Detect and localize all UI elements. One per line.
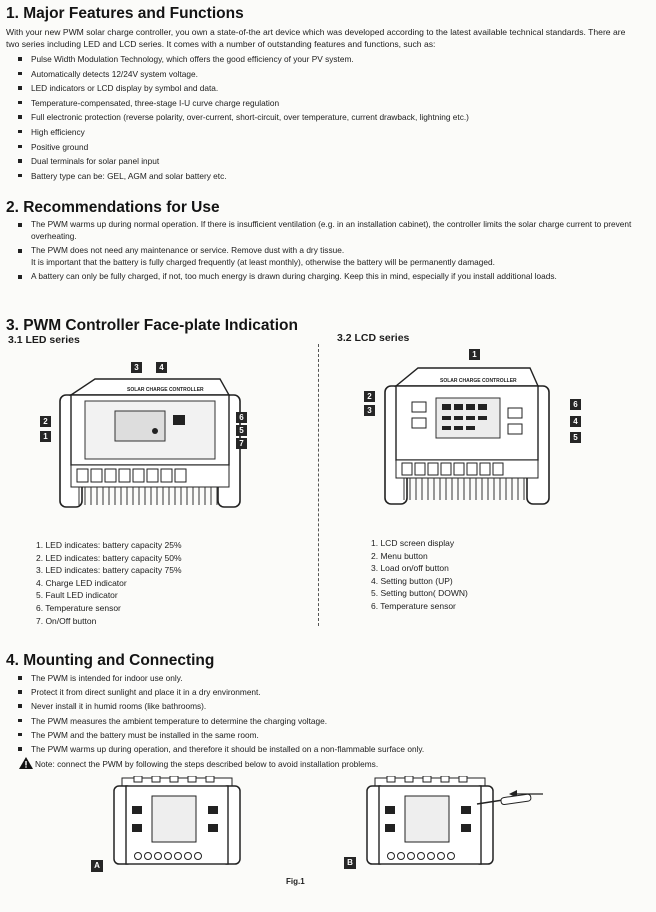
- column-divider: [318, 344, 319, 626]
- callout-4: 4: [156, 362, 167, 373]
- feature-item: Automatically detects 12/24V system voltage.: [18, 67, 469, 82]
- led-controller-illustration: [55, 375, 245, 515]
- feature-item: Dual terminals for solar panel input: [18, 154, 469, 169]
- mounting-item: Protect it from direct sunlight and place it in a dry environment.: [18, 685, 424, 699]
- section-2-title: 2. Recommendations for Use: [6, 199, 220, 216]
- callout-6: 6: [236, 412, 247, 423]
- legend-item: 3. Load on/off button: [371, 563, 449, 574]
- device-label: SOLAR CHARGE CONTROLLER: [440, 378, 517, 384]
- legend-item: 6. Temperature sensor: [371, 600, 456, 611]
- feature-item: Positive ground: [18, 140, 469, 155]
- legend-item: 2. Menu button: [371, 550, 428, 561]
- legend-item: 2. LED indicates: battery capacity 50%: [36, 552, 182, 563]
- callout-3: 3: [131, 362, 142, 373]
- device-label: SOLAR CHARGE CONTROLLER: [127, 387, 204, 393]
- mounting-item: The PWM and the battery must be installed in the same room.: [18, 728, 424, 742]
- callout-5: 5: [236, 425, 247, 436]
- figure-a-label: A: [91, 860, 103, 872]
- section-1-title: 1. Major Features and Functions: [6, 5, 244, 22]
- mounting-item: The PWM measures the ambient temperature to determine the charging voltage.: [18, 714, 424, 728]
- figure-b-illustration: [365, 776, 545, 872]
- lcd-series-legend: [371, 537, 468, 613]
- feature-item: High efficiency: [18, 125, 469, 140]
- callout-6: 6: [570, 399, 581, 410]
- section-3-title: 3. PWM Controller Face-plate Indication: [6, 317, 298, 334]
- list-item: The PWM warms up during normal operation. If there is insufficient ventilation (e.g. in an installation cabinet), the controller limits the solar charge current to prevent overheating.: [18, 218, 636, 242]
- callout-7: 7: [236, 438, 247, 449]
- legend-item: 1. LCD screen display: [371, 538, 455, 548]
- feature-item: Full electronic protection (reverse polarity, over-current, short-circuit, over temperature, current drawback, lightning etc.): [18, 110, 469, 125]
- section-1-intro: With your new PWM solar charge controller, you own a state-of-the art device which was developed according to the latest available technical standards. There are two series including LED and LCD series. It comes with a number of outstanding features and functions, such as:: [6, 27, 626, 49]
- list-item: A battery can only be fully charged, if not, too much energy is drawn during charging. Keep this in mind, especially if you install additional loads.: [18, 270, 636, 282]
- mounting-item: The PWM warms up during operation, and therefore it should be installed on a non-flammable surface only.: [18, 742, 424, 756]
- callout-3: 3: [364, 405, 375, 416]
- legend-item: 5. Setting button( DOWN): [371, 588, 468, 599]
- legend-item: 6. Temperature sensor: [36, 602, 121, 613]
- mounting-list: [18, 671, 424, 756]
- legend-item: 7. On/Off button: [36, 615, 97, 626]
- figure-caption: Fig.1: [286, 877, 305, 886]
- feature-item: Pulse Width Modulation Technology, which offers the good efficiency of your PV system.: [18, 52, 469, 67]
- feature-item: LED indicators or LCD display by symbol and data.: [18, 81, 469, 96]
- figure-a-illustration: [112, 776, 242, 872]
- led-series-legend: [36, 539, 182, 627]
- warning-icon: [19, 757, 33, 769]
- mounting-item: Never install it in humid rooms (like bathrooms).: [18, 699, 424, 713]
- callout-2: 2: [364, 391, 375, 402]
- lcd-series-title: 3.2 LCD series: [337, 332, 410, 344]
- feature-item: Temperature-compensated, three-stage I-U curve charge regulation: [18, 96, 469, 111]
- list-item-text: The PWM does not need any maintenance or service. Remove dust with a dry tissue.: [31, 245, 345, 255]
- legend-item: 4. Charge LED indicator: [36, 577, 127, 588]
- callout-1: 1: [40, 431, 51, 442]
- callout-2: 2: [40, 416, 51, 427]
- legend-item: 5. Fault LED indicator: [36, 590, 118, 601]
- figure-b-label: B: [344, 857, 356, 869]
- lcd-controller-illustration: [382, 362, 552, 510]
- battery-note: It is important that the battery is fully charged frequently (at least monthly), otherwise the battery will be permanently damaged.: [31, 257, 495, 267]
- legend-item: 1. LED indicates: battery capacity 25%: [36, 540, 182, 550]
- mounting-item: The PWM is intended for indoor use only.: [18, 671, 424, 685]
- callout-5: 5: [570, 432, 581, 443]
- callout-1: 1: [469, 349, 480, 360]
- feature-item: Battery type can be: GEL, AGM and solar battery etc.: [18, 169, 469, 184]
- mounting-note: Note: connect the PWM by following the steps described below to avoid installation problems.: [35, 759, 379, 769]
- legend-item: 3. LED indicates: battery capacity 75%: [36, 565, 182, 576]
- led-series-title: 3.1 LED series: [8, 334, 80, 346]
- recommendations-list: [18, 218, 636, 284]
- section-4-title: 4. Mounting and Connecting: [6, 652, 215, 669]
- callout-4: 4: [570, 416, 581, 427]
- legend-item: 4. Setting button (UP): [371, 575, 453, 586]
- features-list: [18, 52, 469, 183]
- list-item: [18, 244, 636, 268]
